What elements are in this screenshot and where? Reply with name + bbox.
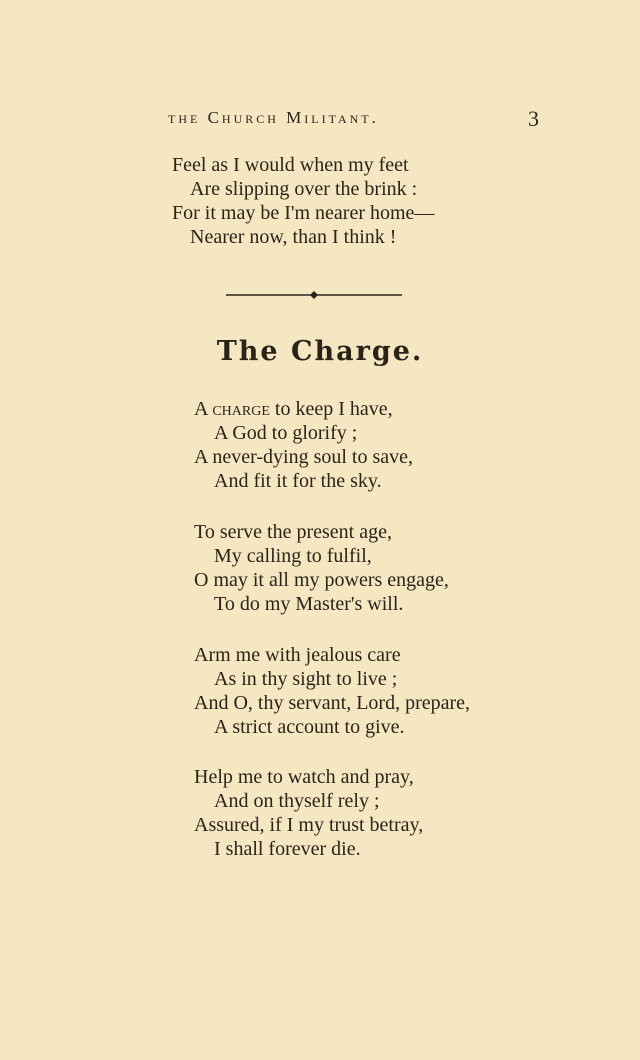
poem-line: My calling to fulfil, <box>214 545 372 567</box>
poem-line: A God to glorify ; <box>214 422 358 444</box>
poem-line: Are slipping over the brink : <box>190 178 418 200</box>
poem-line: A strict account to give. <box>214 716 405 738</box>
poem-line: To serve the present age, <box>194 521 392 543</box>
poem-line: To do my Master's will. <box>214 593 404 615</box>
poem-title: The Charge. <box>216 336 424 367</box>
poem-line: As in thy sight to live ; <box>214 668 398 690</box>
opening-words: A charge <box>194 398 270 420</box>
poem-line: And O, thy servant, Lord, prepare, <box>194 692 471 714</box>
page-number: 3 <box>528 106 539 131</box>
poem-line: Nearer now, than I think ! <box>190 226 397 248</box>
running-head: the Church Militant. <box>168 108 379 127</box>
poem-line: And on thyself rely ; <box>214 790 380 812</box>
poem-line: Help me to watch and pray, <box>194 766 414 788</box>
poem-line: O may it all my powers engage, <box>194 569 449 591</box>
section-divider <box>226 290 402 300</box>
poem-line: For it may be I'm nearer home— <box>172 202 435 224</box>
poem-line: And fit it for the sky. <box>214 470 382 492</box>
poem-line: A charge to keep I have, <box>194 398 393 420</box>
poem-line: Arm me with jealous care <box>194 644 401 666</box>
poem-line: Assured, if I my trust betray, <box>194 814 424 836</box>
poem-line: I shall forever die. <box>214 838 361 860</box>
poem-line: A never-dying soul to save, <box>194 446 414 468</box>
poem-line: Feel as I would when my feet <box>172 154 409 176</box>
